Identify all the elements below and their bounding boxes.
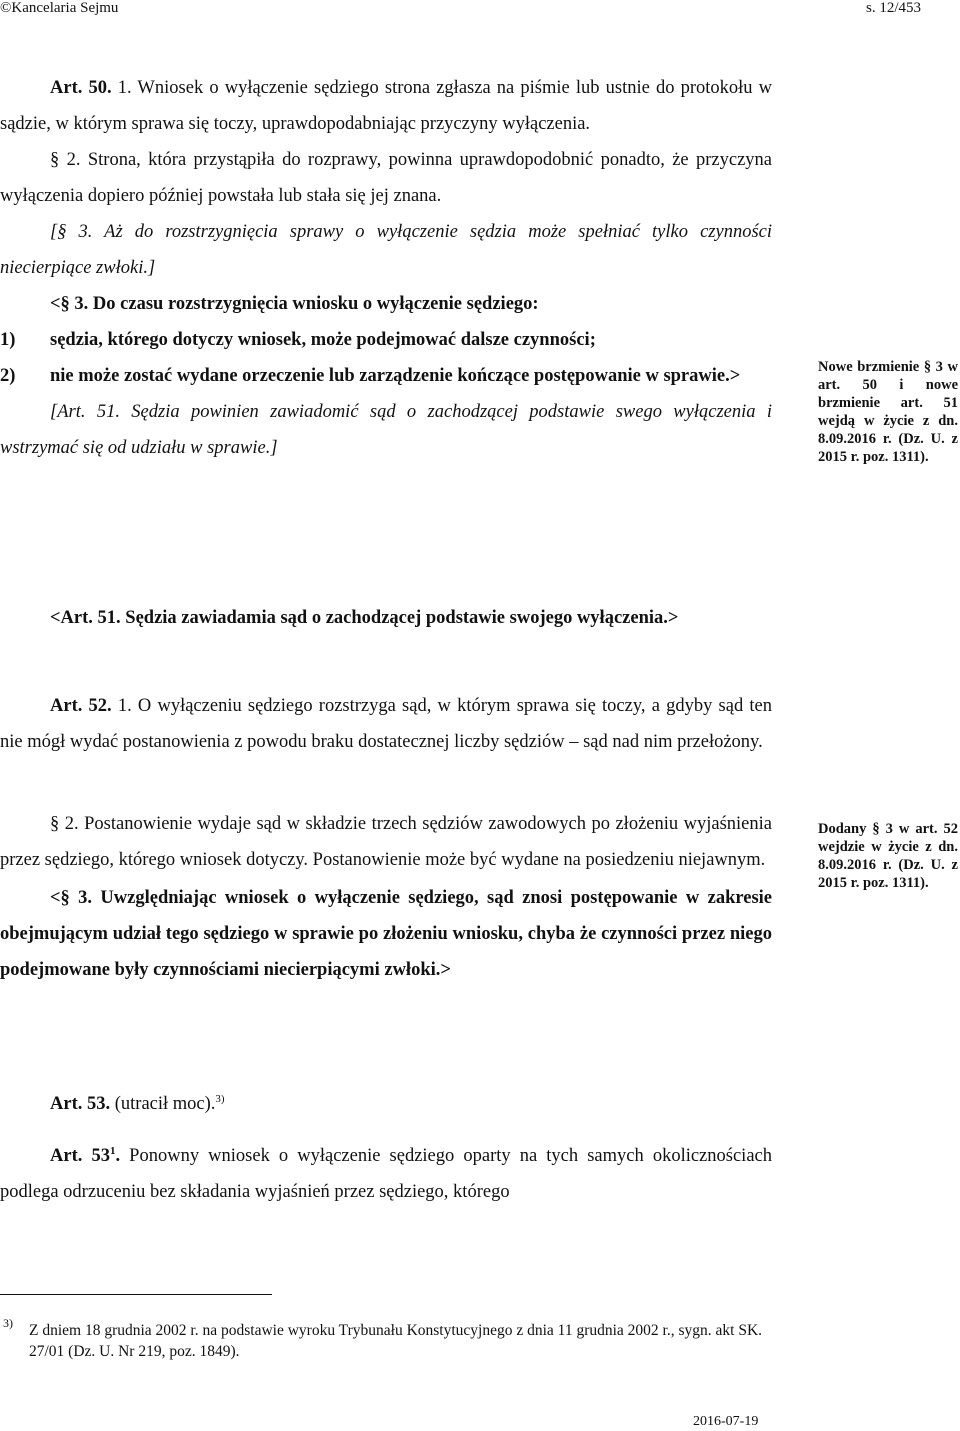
header-copyright: ©Kancelaria Sejmu bbox=[0, 0, 119, 16]
art53-1-heading-dot: . bbox=[115, 1146, 121, 1166]
art50-par3-new: <§ 3. Do czasu rozstrzygnięcia wniosku o wyłączenie sędziego: bbox=[50, 294, 539, 314]
art53-1-text: Ponowny wniosek o wyłączenie sędziego oparty na tych samych okolicznościach podlega odrzuceniu bez składania wyjaśnień przez sędziego, którego bbox=[0, 1146, 772, 1202]
art50-block bbox=[0, 70, 772, 466]
art50-item2 bbox=[0, 358, 772, 394]
art53-text: (utracił moc). bbox=[110, 1094, 216, 1114]
art53-1-block bbox=[0, 1138, 772, 1210]
art53-1-heading bbox=[50, 1146, 120, 1166]
art50-par2: § 2. Strona, która przystąpiła do rozprawy, powinna uprawdopodobnić ponadto, że przyczyna wyłączenia dopiero później powstała lub stała się jej znana. bbox=[0, 150, 772, 206]
footnote-divider bbox=[0, 1294, 272, 1295]
art50-item1 bbox=[0, 322, 772, 358]
art50-par1 bbox=[0, 70, 772, 142]
art53-footnote-ref[interactable]: 3) bbox=[215, 1092, 225, 1105]
art51-old: [Art. 51. Sędzia powinien zawiadomić sąd o zachodzącej podstawie swego wyłączenia i wstrzymać się od udziału w sprawie.] bbox=[0, 402, 772, 458]
art50-par1-text: 1. Wniosek o wyłączenie sędziego strona zgłasza na piśmie lub ustnie do protokołu w sądzie, w którym sprawa się toczy, uprawdopodabniając przyczyny wyłączenia. bbox=[0, 78, 773, 134]
art50-heading: Art. 50. bbox=[50, 78, 112, 98]
art51-new: <Art. 51. Sędzia zawiadamia sąd o zachodzącej podstawie swojego wyłączenia.> bbox=[50, 608, 679, 628]
art50-par3-old: [§ 3. Aż do rozstrzygnięcia sprawy o wyłączenie sędzia może spełniać tylko czynności niecierpiące zwłoki.] bbox=[0, 222, 772, 278]
art52-block-2 bbox=[0, 806, 772, 988]
footer-date: 2016-07-19 bbox=[693, 1414, 759, 1429]
art52-par3: <§ 3. Uwzględniając wniosek o wyłączenie sędziego, sąd znosi postępowanie w zakresie obejmującym udział tego sędziego w sprawie po złożeniu wniosku, chyba że czynności przez niego podejmowane były czynnościami niecierpiącymi zwłoki.> bbox=[0, 888, 772, 980]
art50-item1-text: sędzia, którego dotyczy wniosek, może podejmować dalsze czynności; bbox=[50, 330, 596, 350]
art52-par2: § 2. Postanowienie wydaje sąd w składzie trzech sędziów zawodowych po złożeniu wyjaśnienia przez sędziego, którego wniosek dotyczy. Postanowienie może być wydane na posiedzeniu niejawnym. bbox=[0, 814, 772, 870]
art50-item1-num: 1) bbox=[0, 330, 16, 350]
art52-heading: Art. 52. bbox=[50, 696, 112, 716]
art53 bbox=[0, 1086, 772, 1122]
sidenote-1: Nowe brzmienie § 3 w art. 50 i nowe brzmienie art. 51 wejdą w życie z dn. 8.09.2016 r. (Dz. U. z 2015 r. poz. 1311). bbox=[818, 359, 958, 465]
footnote-text: Z dniem 18 grudnia 2002 r. na podstawie wyroku Trybunału Konstytucyjnego z dnia 11 grudnia 2002 r., sygn. akt SK. 27/01 (Dz. U. Nr 219, poz. 1849). bbox=[29, 1322, 763, 1360]
art52-par1 bbox=[0, 688, 772, 760]
art53-block bbox=[0, 1086, 772, 1122]
footnote-mark: 3) bbox=[3, 1316, 13, 1330]
art52-par1-text: 1. O wyłączeniu sędziego rozstrzyga sąd, w którym sprawa się toczy, a gdyby sąd ten nie mógł wydać postanowienia z powodu braku dostatecznej liczby sędziów – sąd nad nim przełożony. bbox=[0, 696, 772, 752]
art53-1 bbox=[0, 1138, 772, 1210]
page-number: s. 12/453 bbox=[866, 0, 922, 16]
art50-item2-num: 2) bbox=[0, 366, 16, 386]
art53-heading: Art. 53. bbox=[50, 1094, 111, 1114]
art53-1-heading-sup: 1 bbox=[109, 1144, 116, 1157]
art50-item2-text: nie może zostać wydane orzeczenie lub zarządzenie kończące postępowanie w sprawie.> bbox=[50, 366, 741, 386]
art51-new-block bbox=[0, 600, 772, 636]
art53-1-heading-main: Art. 53 bbox=[50, 1146, 110, 1166]
art52-block bbox=[0, 688, 772, 760]
sidenote-2: Dodany § 3 w art. 52 wejdzie w życie z dn. 8.09.2016 r. (Dz. U. z 2015 r. poz. 1311). bbox=[818, 821, 958, 891]
